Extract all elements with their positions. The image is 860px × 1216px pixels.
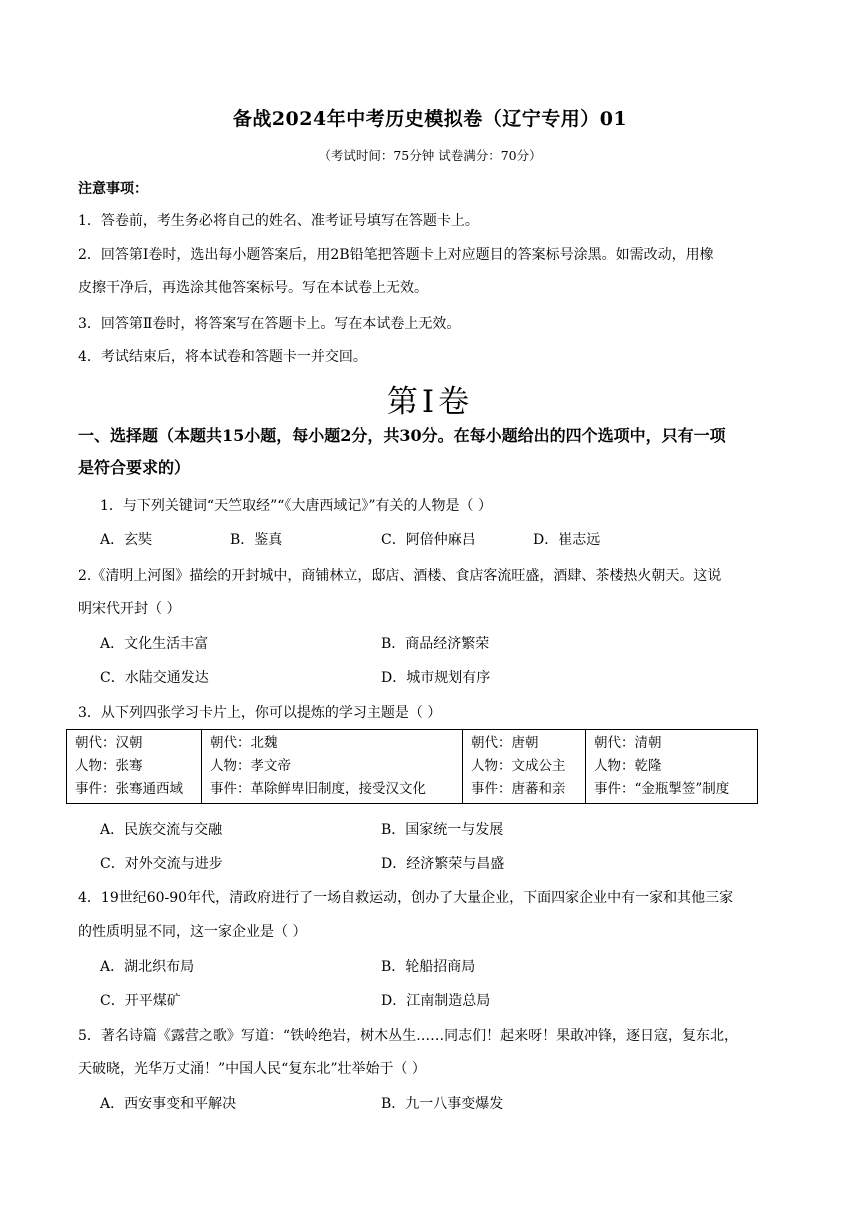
question-stem: 1．与下列关键词“天竺取经”“《大唐西域记》”有关的人物是（ ） <box>100 498 492 514</box>
option-b: B．商品经济繁荣 <box>381 636 490 652</box>
study-card <box>586 730 758 804</box>
option-a: A．文化生活丰富 <box>100 636 209 652</box>
card-person: 人物：文成公主 <box>471 758 566 774</box>
question-stem: 明宋代开封（ ） <box>78 601 181 617</box>
notice-item: 1．答卷前，考生务必将自己的姓名、准考证号填写在答题卡上。 <box>78 213 479 229</box>
card-event: 事件：张骞通西域 <box>75 781 183 797</box>
card-person: 人物：乾隆 <box>594 758 662 774</box>
option-b: B．九一八事变爆发 <box>381 1096 504 1112</box>
volume-title: 第Ⅰ卷 <box>386 384 474 420</box>
notice-item: 皮擦干净后，再选涂其他答案标号。写在本试卷上无效。 <box>78 280 428 296</box>
notice-item: 2．回答第Ⅰ卷时，选出每小题答案后，用2B铅笔把答题卡上对应题目的答案标号涂黑。如需改动，用橡 <box>78 247 714 263</box>
card-dynasty: 朝代：清朝 <box>594 735 662 751</box>
option-b: B．鉴真 <box>230 532 283 548</box>
option-c: C．阿倍仲麻吕 <box>381 532 476 548</box>
question-stem: 3．从下列四张学习卡片上，你可以提炼的学习主题是（ ） <box>78 705 442 721</box>
option-b: B．轮船招商局 <box>381 959 476 975</box>
study-card <box>202 730 463 804</box>
option-d: D．崔志远 <box>533 532 601 548</box>
question-stem: 的性质明显不同，这一家企业是（ ） <box>78 924 307 940</box>
notice-heading: 注意事项： <box>78 181 148 197</box>
notice-item: 4．考试结束后，将本试卷和答题卡一并交回。 <box>78 349 367 365</box>
card-dynasty: 朝代：唐朝 <box>471 735 539 751</box>
option-d: D．城市规划有序 <box>381 670 491 686</box>
card-person: 人物：孝文帝 <box>210 758 291 774</box>
table-row <box>67 730 758 804</box>
section-heading: 一、选择题（本题共15小题，每小题2分，共30分。在每小题给出的四个选项中，只有一项 <box>78 426 726 445</box>
card-event: 事件：唐蕃和亲 <box>471 781 566 797</box>
question-stem: 5．著名诗篇《露营之歌》写道：“铁岭绝岩，树木丛生……同志们！起来呀！果敢冲锋，逐日寇，复东北， <box>78 1028 739 1044</box>
study-cards-table <box>66 729 758 804</box>
card-event: 事件：革除鲜卑旧制度，接受汉文化 <box>210 781 426 797</box>
option-d: D．江南制造总局 <box>381 993 491 1009</box>
card-person: 人物：张骞 <box>75 758 143 774</box>
option-a: A．西安事变和平解决 <box>100 1096 237 1112</box>
option-a: A．玄奘 <box>100 532 153 548</box>
exam-title: 备战2024年中考历史模拟卷（辽宁专用）01 <box>232 108 628 130</box>
option-c: C．对外交流与进步 <box>100 856 223 872</box>
card-dynasty: 朝代：汉朝 <box>75 735 143 751</box>
option-d: D．经济繁荣与昌盛 <box>381 856 505 872</box>
study-card <box>67 730 202 804</box>
option-a: A．民族交流与交融 <box>100 822 223 838</box>
question-stem: 2.《清明上河图》描绘的开封城中，商铺林立，邸店、酒楼、食店客流旺盛，酒肆、茶楼热火朝天。这说 <box>78 568 722 584</box>
study-card <box>463 730 586 804</box>
question-stem: 4．19世纪60-90年代，清政府进行了一场自救运动，创办了大量企业，下面四家企业中有一家和其他三家 <box>78 890 734 906</box>
card-event: 事件：“金瓶掣签”制度 <box>594 781 730 797</box>
section-heading: 是符合要求的） <box>78 458 191 477</box>
question-stem: 天破晓，光华万丈涌！”中国人民“复东北”壮举始于（ ） <box>78 1061 426 1077</box>
exam-subtitle: （考试时间：75分钟 试卷满分：70分） <box>318 148 542 163</box>
card-dynasty: 朝代：北魏 <box>210 735 278 751</box>
option-c: C．开平煤矿 <box>100 993 181 1009</box>
option-c: C．水陆交通发达 <box>100 670 209 686</box>
option-a: A．湖北织布局 <box>100 959 195 975</box>
notice-item: 3．回答第Ⅱ卷时，将答案写在答题卡上。写在本试卷上无效。 <box>78 316 461 332</box>
option-b: B．国家统一与发展 <box>381 822 504 838</box>
